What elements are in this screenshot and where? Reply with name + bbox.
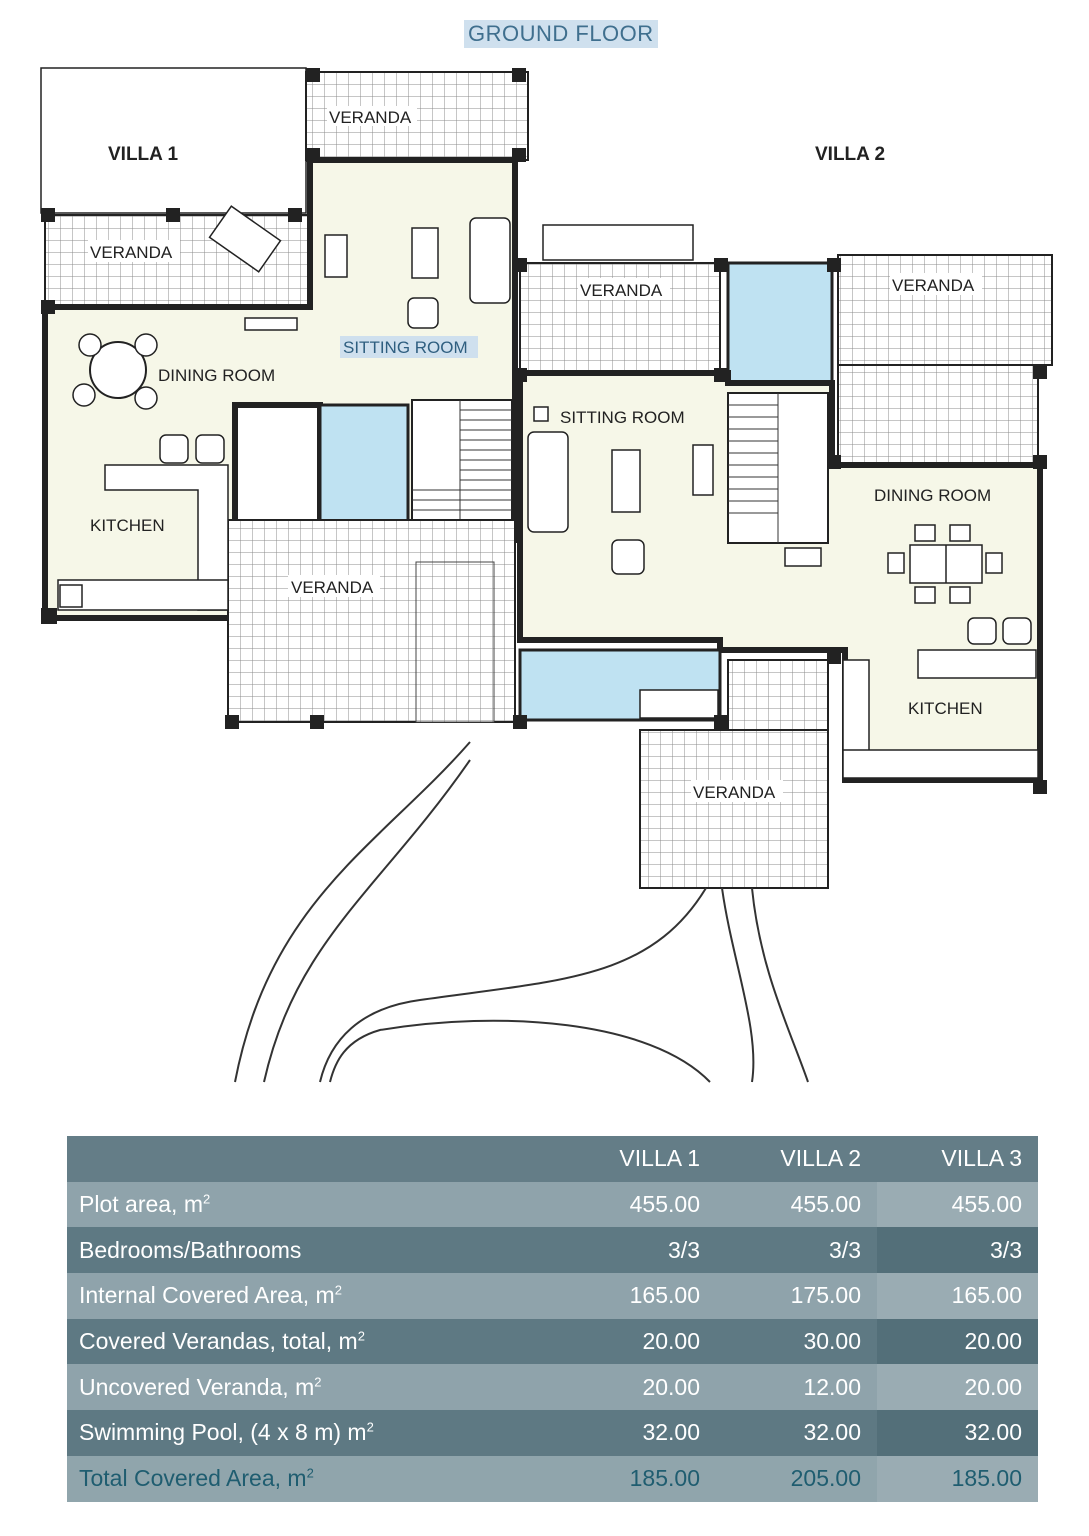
v2-staircase (728, 393, 828, 543)
row-value-villa-3: 32.00 (877, 1410, 1038, 1456)
row-value-villa-1: 3/3 (555, 1227, 716, 1273)
row-value-villa-2: 32.00 (716, 1410, 877, 1456)
row-value-villa-3: 20.00 (877, 1364, 1038, 1410)
v2-veranda-left-label: VERANDA (580, 281, 663, 300)
v2-veranda-right-label: VERANDA (892, 276, 975, 295)
row-label: Bedrooms/Bathrooms (67, 1227, 555, 1273)
v2-sitting-room-label: SITTING ROOM (560, 408, 685, 427)
row-value-villa-1: 185.00 (555, 1456, 716, 1502)
table-row (67, 1227, 1038, 1273)
table-row (67, 1410, 1038, 1456)
v1-garden-outline (41, 68, 306, 213)
row-value-villa-2: 455.00 (716, 1182, 877, 1228)
v2-veranda-small (728, 660, 828, 730)
row-value-villa-2: 3/3 (716, 1227, 877, 1273)
v2-veranda-front-label: VERANDA (693, 783, 776, 802)
row-value-villa-2: 30.00 (716, 1319, 877, 1365)
row-label: Uncovered Veranda, $m^2$ (67, 1364, 555, 1410)
v2-wardrobe (640, 690, 718, 718)
v2-shower (728, 263, 832, 383)
v2-veranda-front (640, 730, 828, 888)
v1-veranda-top-label: VERANDA (329, 108, 412, 127)
row-label: Swimming Pool, (4 x 8 m) $m^2$ (67, 1410, 555, 1456)
v1-veranda-front-label: VERANDA (291, 578, 374, 597)
v1-dining-room-label: DINING ROOM (158, 366, 276, 385)
villa-1-plan (41, 68, 528, 1082)
row-value-villa-3: 455.00 (877, 1182, 1038, 1228)
v1-staircase (412, 400, 512, 535)
v1-sitting-room-label: SITTING ROOM (343, 338, 468, 357)
row-value-villa-3: 20.00 (877, 1319, 1038, 1365)
row-value-villa-1: 20.00 (555, 1319, 716, 1365)
table-row (67, 1319, 1038, 1365)
v2-veranda-right (838, 255, 1052, 365)
villa-1-label: VILLA 1 (108, 144, 179, 165)
table-row (67, 1273, 1038, 1319)
table-row (67, 1182, 1038, 1228)
row-label: Plot area, $m^2$ (67, 1182, 555, 1228)
villa-spec-table (67, 1136, 1038, 1502)
row-label: Total Covered Area, $m^2$ (67, 1456, 555, 1502)
villa-2-label: VILLA 2 (815, 144, 886, 165)
table-total-row (67, 1456, 1038, 1502)
row-value-villa-1: 32.00 (555, 1410, 716, 1456)
v2-dining-room-label: DINING ROOM (874, 486, 992, 505)
row-value-villa-3: 3/3 (877, 1227, 1038, 1273)
row-value-villa-3: 165.00 (877, 1273, 1038, 1319)
row-value-villa-1: 165.00 (555, 1273, 716, 1319)
row-value-villa-2: 12.00 (716, 1364, 877, 1410)
row-label: Covered Verandas, total, $m^2$ (67, 1319, 555, 1365)
v2-planter (543, 225, 693, 260)
row-value-villa-1: 20.00 (555, 1364, 716, 1410)
table-corner (67, 1136, 555, 1182)
row-value-villa-2: 175.00 (716, 1273, 877, 1319)
v2-veranda-dining (838, 365, 1038, 465)
table-row (67, 1364, 1038, 1410)
v1-veranda-left-label: VERANDA (90, 243, 173, 262)
column-villa-2: VILLA 2 (716, 1136, 877, 1182)
row-value-villa-2: 205.00 (716, 1456, 877, 1502)
column-villa-1: VILLA 1 (555, 1136, 716, 1182)
row-label: Internal Covered Area, $m^2$ (67, 1273, 555, 1319)
column-villa-3: VILLA 3 (877, 1136, 1038, 1182)
v1-kitchen-label: KITCHEN (90, 516, 165, 535)
row-value-villa-3: 185.00 (877, 1456, 1038, 1502)
row-value-villa-1: 455.00 (555, 1182, 716, 1228)
table-header-row (67, 1136, 1038, 1182)
v2-sitting-room-icon (534, 407, 548, 421)
plan-title: GROUND FLOOR (464, 20, 658, 48)
v1-veranda-walkway (416, 562, 494, 722)
v1-bathroom (320, 405, 408, 535)
v2-kitchen-label: KITCHEN (908, 699, 983, 718)
